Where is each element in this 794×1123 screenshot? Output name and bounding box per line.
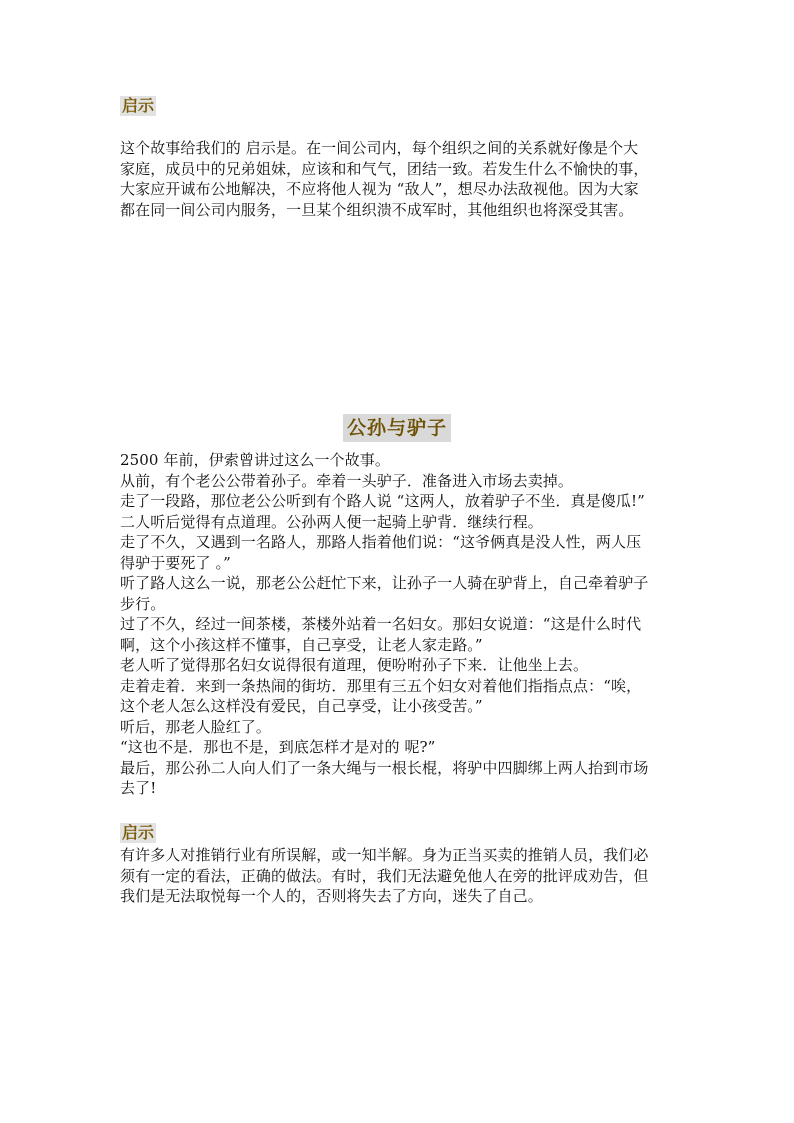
story-title: 公孙与驴子: [343, 414, 451, 442]
story-line: 得驴于要死了 。”: [120, 553, 231, 572]
paragraph-line: 都在同一间公司内服务，一旦某个组织溃不成军时，其他组织也将深受其害。: [120, 200, 634, 219]
moral-heading-2-wrap: [120, 823, 685, 843]
story-line: 去了!: [120, 779, 157, 797]
paragraph-line: 我们是无法取悦每一个人的，否则将失去了方向，迷失了自己。: [120, 887, 543, 905]
story-line: 走着走着．来到一条热闹的街坊．那里有三五个妇女对着他们指指点点：“唉，: [120, 676, 642, 695]
story-title-wrap: [0, 414, 794, 442]
paragraph-line: 有许多人对推销行业有所误解，或一知半解。身为正当买卖的推销人员，我们必: [120, 846, 649, 864]
story-line: 走了一段路，那位老公公听到有个路人说 “这两人，放着驴子不坐．真是傻瓜!”: [120, 492, 645, 510]
moral-heading-2: 启示: [122, 823, 155, 842]
story-line: 走了不久，又遇到一名路人，那路人指着他们说：“这爷俩真是没人性，两人压: [120, 533, 642, 551]
story-line: 最后，那公孙二人向人们了一条大绳与一根长棍，将驴中四脚绑上两人抬到市场: [120, 758, 649, 777]
moral-heading-1: 启示: [122, 96, 155, 115]
story-body: [120, 450, 685, 799]
story-line: 听后，那老人脸红了。: [120, 717, 272, 736]
paragraph-line: 家庭，成员中的兄弟姐妹，应该和和气气，团结一致。若发生什么不愉快的事，: [120, 159, 649, 178]
story-line: 这个老人怎么这样没有爱民，自己享受，让小孩受苦。”: [120, 697, 483, 715]
moral-paragraph-1: [120, 138, 685, 220]
story-line: “这也不是．那也不是，到底怎样才是对的 呢?”: [120, 738, 436, 756]
story-line: 过了不久，经过一间茶楼，茶楼外站着一名妇女。那妇女说道：“这是什么时代: [120, 615, 642, 633]
story-line: 二人听后觉得有点道理。公孙两人便一起骑上驴背．继续行程。: [120, 512, 543, 531]
paragraph-line: 这个故事给我们的 启示是。在一间公司内，每个组织之间的关系就好像是个大: [120, 139, 639, 157]
story-line: 听了路人这么一说，那老公公赶忙下来，让孙子一人骑在驴背上，自己牵着驴子: [120, 574, 649, 592]
story-line: 老人听了觉得那名妇女说得很有道理，便吩咐孙子下来．让他坐上去。: [120, 656, 589, 674]
paragraph-line: 须有一定的看法，正确的做法。有时，我们无法避免他人在旁的批评成劝告，但: [120, 866, 649, 885]
story-line: 2500 年前，伊索曾讲过这么一个故事。: [120, 451, 390, 469]
moral-paragraph-2: [120, 845, 685, 907]
story-line: 步行。: [120, 594, 166, 613]
paragraph-line: 大家应开诚布公地解决，不应将他人视为 “敌人”，想尽办法敌视他。因为大家: [120, 180, 639, 198]
story-line: 从前，有个老公公带着孙子。牵着一头驴子．准备进入市场去卖掉。: [120, 471, 574, 490]
moral-heading-1-wrap: [120, 96, 685, 116]
story-line: 啊，这个小孩这样不懂事，自己享受，让老人家走路。”: [120, 635, 483, 654]
